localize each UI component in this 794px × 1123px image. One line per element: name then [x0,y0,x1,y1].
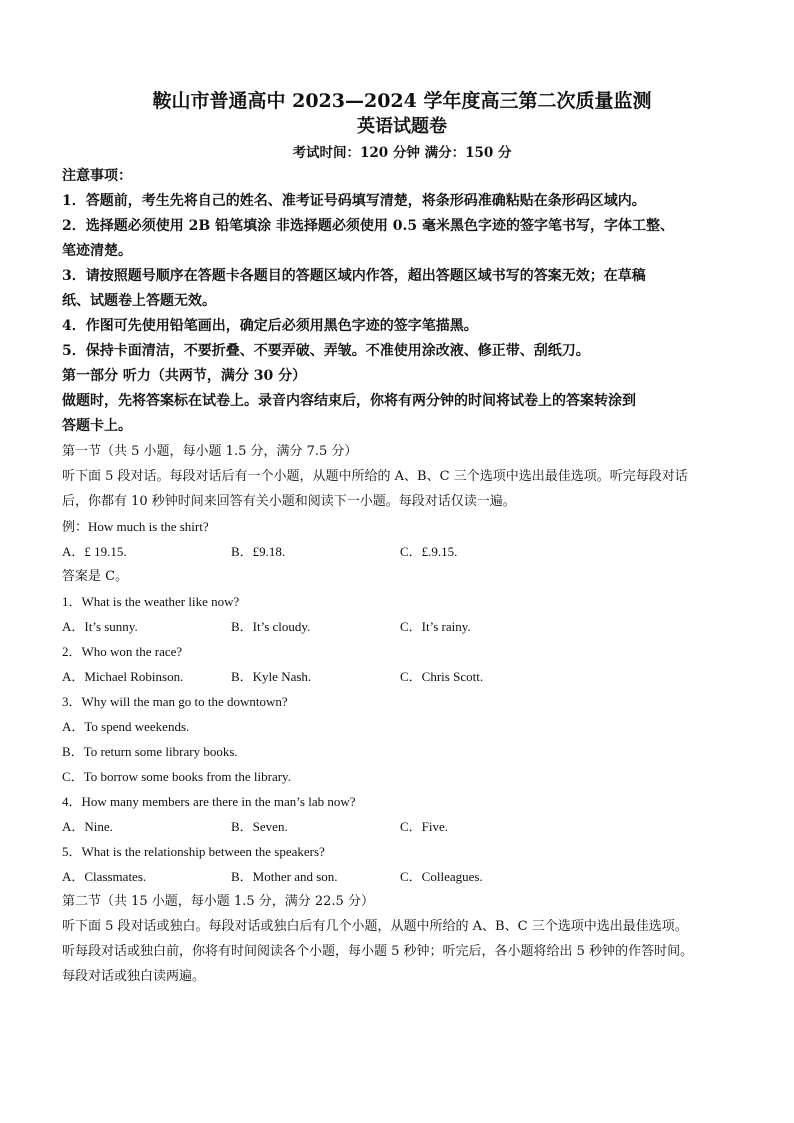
question-5: 5．What is the relationship between the speakers? [62,844,325,859]
section1-heading: 第一节（共 5 小题，每小题 1.5 分，满分 7.5 分） [62,444,358,459]
question-1: 1．What is the weather like now? [62,594,240,609]
exam-page [62,88,742,989]
option-c: C．It’s rainy. [400,619,471,634]
section2-instruction: 每段对话或独白读两遍。 [62,969,206,984]
option-b: B．Kyle Nash. [231,669,312,684]
exam-subtitle: 英语试题卷 [357,116,447,137]
notes-heading: 注意事项： [62,168,132,184]
option-a: A．Nine. [62,819,113,834]
note-item: 5．保持卡面清洁，不要折叠、不要弄破、弄皱。不准使用涂改液、修正带、刮纸刀。 [62,343,590,359]
example-options [62,539,742,564]
notes-section [62,164,742,364]
note-item: 纸、试题卷上答题无效。 [62,293,216,309]
exam-title: 鞍山市普通高中 2023—2024 学年度高三第二次质量监测 [152,90,652,112]
section1 [62,439,742,889]
option-a: A．It’s sunny. [62,619,138,634]
part1-heading: 第一部分 听力（共两节，满分 30 分） [62,368,307,384]
note-item: 2．选择题必须使用 2B 铅笔填涂 非选择题必须使用 0.5 毫米黑色字迹的签字笔书写，字体工整、 [62,218,675,234]
option-c: C．£.9.15. [400,544,458,559]
question-3: 3．Why will the man go to the downtown? [62,694,288,709]
section2-heading: 第二节（共 15 小题，每小题 1.5 分，满分 22.5 分） [62,894,374,909]
question-4-options [62,814,742,839]
question-1-options [62,614,742,639]
option-a: A．Classmates. [62,869,147,884]
option-a: A．To spend weekends. [62,719,190,734]
option-c: C．Chris Scott. [400,669,484,684]
note-item: 3．请按照题号顺序在答题卡各题目的答题区域内作答，超出答题区域书写的答案无效；在草稿 [62,268,646,284]
part1-instruction: 做题时，先将答案标在试卷上。录音内容结束后，你将有两分钟的时间将试卷上的答案转涂到 [62,393,636,409]
option-b: B．£9.18. [231,544,286,559]
option-c: C．Five. [400,819,449,834]
question-2: 2．Who won the race? [62,644,183,659]
option-b: B．Seven. [231,819,288,834]
note-item: 笔迹清楚。 [62,243,132,259]
section1-instruction: 听下面 5 段对话。每段对话后有一个小题，从题中所给的 A、B、C 三个选项中选出最佳选项。听完每段对话 [62,469,688,484]
question-5-options [62,864,742,889]
question-4: 4．How many members are there in the man’s lab now? [62,794,356,809]
option-a: A．Michael Robinson. [62,669,184,684]
option-b: B．To return some library books. [62,744,238,759]
section2-instruction: 听下面 5 段对话或独白。每段对话或独白后有几个小题，从题中所给的 A、B、C 三个选项中选出最佳选项。 [62,919,688,934]
note-item: 1．答题前，考生先将自己的姓名、准考证号码填写清楚，将条形码准确粘贴在条形码区域内。 [62,193,646,209]
example-answer: 答案是 C。 [62,569,129,584]
example-question: 例：How much is the shirt? [62,519,209,534]
option-b: B．It’s cloudy. [231,619,311,634]
part1-instruction: 答题卡上。 [62,418,132,434]
part1-section [62,364,742,439]
exam-meta: 考试时间：120 分钟 满分：150 分 [292,145,512,161]
option-a: A．£ 19.15. [62,544,127,559]
section2-instruction: 听每段对话或独白前，你将有时间阅读各个小题，每小题 5 秒钟；听完后，各小题将给出 5 秒钟的作答时间。 [62,944,694,959]
option-c: C．To borrow some books from the library. [62,769,291,784]
section2 [62,889,742,989]
option-c: C．Colleagues. [400,869,483,884]
section1-instruction: 后，你都有 10 秒钟时间来回答有关小题和阅读下一小题。每段对话仅读一遍。 [62,494,516,509]
option-b: B．Mother and son. [231,869,338,884]
note-item: 4．作图可先使用铅笔画出，确定后必须用黑色字迹的签字笔描黑。 [62,318,478,334]
question-2-options [62,664,742,689]
